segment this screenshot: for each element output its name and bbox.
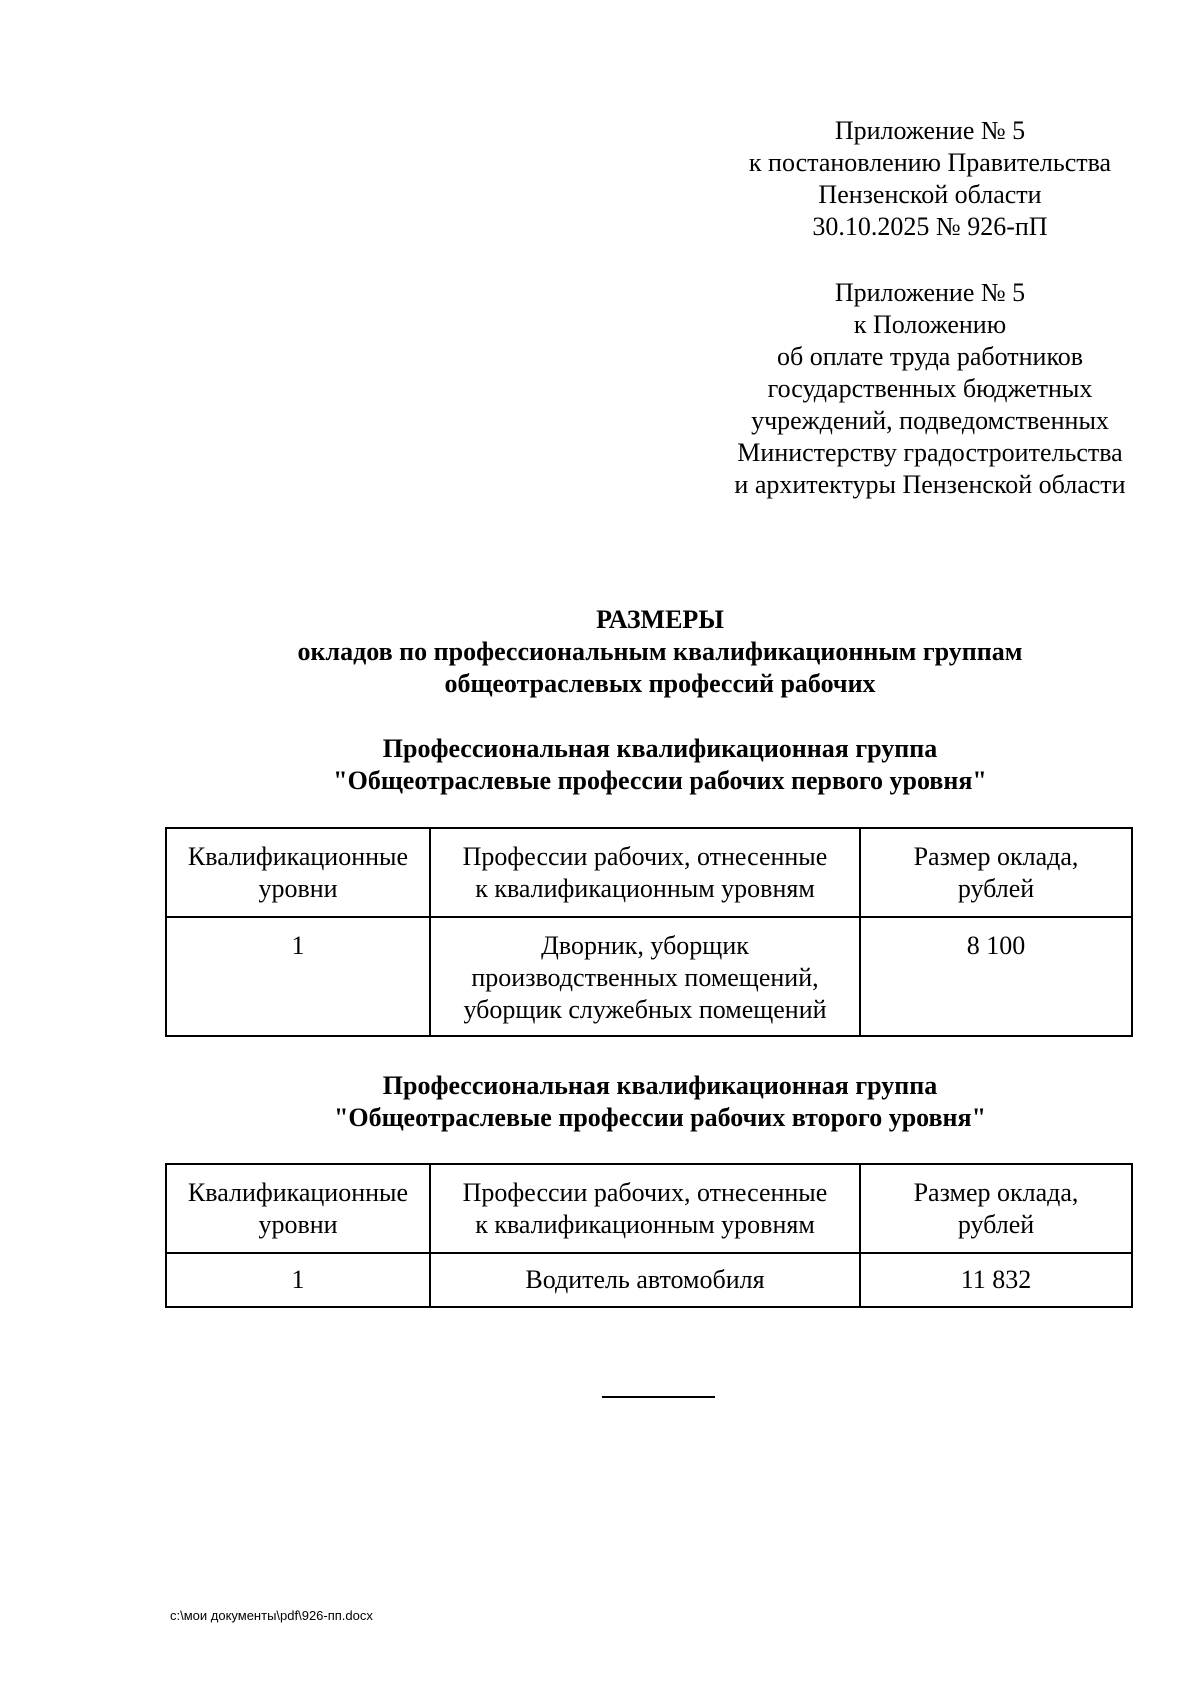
cell-level: 1 [166,917,430,1036]
appendix-line: государственных бюджетных [767,374,1093,403]
header-cell-professions: Профессии рабочих, отнесенные к квалификационным уровням [430,828,860,917]
group-heading-line: Профессиональная квалификационная группа [382,734,938,763]
appendix-block-resolution [700,115,1160,243]
title-main: РАЗМЕРЫ [596,605,724,634]
group-heading-second-level [150,1070,1170,1134]
appendix-line: об оплате труда работников [776,342,1084,371]
document-title [180,604,1140,700]
table-row [166,917,1132,1036]
appendix-line: учреждений, подведомственных [751,406,1109,435]
salary-table-first-level [165,827,1133,1037]
appendix-line: 30.10.2025 № 926-пП [812,212,1048,241]
header-cell-levels: Квалификационные уровни [166,828,430,917]
cell-salary: 8 100 [860,917,1132,1036]
table-header-row [166,1164,1132,1253]
group-heading-first-level [150,733,1170,797]
title-sub-line: окладов по профессиональным квалификационным группам [297,637,1023,666]
cell-level: 1 [166,1253,430,1307]
appendix-line: к Положению [853,310,1007,339]
appendix-line: Приложение № 5 [834,116,1026,145]
salary-table-second-level [165,1163,1133,1308]
header-cell-salary: Размер оклада, рублей [860,828,1132,917]
header-cell-professions: Профессии рабочих, отнесенные к квалификационным уровням [430,1164,860,1253]
appendix-line: и архитектуры Пензенской области [734,470,1126,499]
appendix-block-regulation [700,277,1160,501]
table-row [166,1253,1132,1307]
header-cell-levels: Квалификационные уровни [166,1164,430,1253]
cell-salary: 11 832 [860,1253,1132,1307]
appendix-line: к постановлению Правительства [748,148,1112,177]
group-heading-line: Профессиональная квалификационная группа [382,1071,938,1100]
appendix-line: Приложение № 5 [834,278,1026,307]
end-of-document-rule [602,1396,715,1398]
header-cell-salary: Размер оклада, рублей [860,1164,1132,1253]
cell-professions: Водитель автомобиля [430,1253,860,1307]
appendix-line: Пензенской области [818,180,1042,209]
appendix-line: Министерству градостроительства [737,438,1123,467]
footer-file-path: c:\мои документы\pdf\926-пп.docx [170,1608,373,1623]
table-header-row [166,828,1132,917]
group-heading-line: "Общеотраслевые профессии рабочих первого уровня" [333,766,987,795]
group-heading-line: "Общеотраслевые профессии рабочих второго уровня" [333,1103,987,1132]
cell-professions: Дворник, уборщик производственных помещений, уборщик служебных помещений [430,917,860,1036]
title-sub-line: общеотраслевых профессий рабочих [444,669,876,698]
